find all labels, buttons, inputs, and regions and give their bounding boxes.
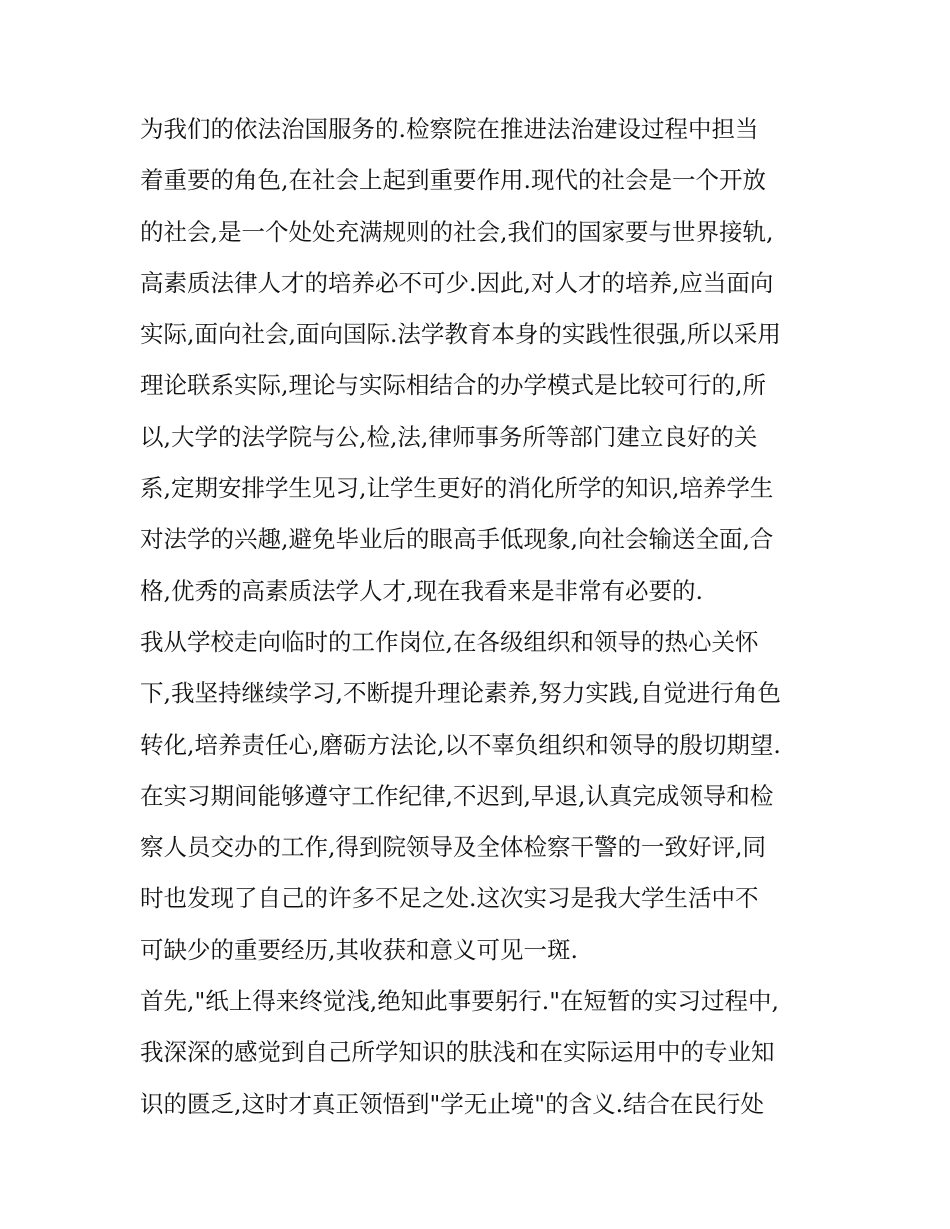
text-line: 理论联系实际,理论与实际相结合的办学模式是比较可行的,所 bbox=[140, 371, 766, 400]
text-line: 首先,"纸上得来终觉浅,绝知此事要躬行."在短暂的实习过程中, bbox=[140, 987, 779, 1016]
text-line: 时也发现了自己的许多不足之处.这次实习是我大学生活中不 bbox=[140, 884, 759, 913]
text-line: 高素质法律人才的培养必不可少.因此,对人才的培养,应当面向 bbox=[140, 268, 774, 297]
text-line: 的社会,是一个处处充满规则的社会,我们的国家要与世界接轨, bbox=[140, 217, 774, 246]
text-line: 系,定期安排学生见习,让学生更好的消化所学的知识,培养学生 bbox=[140, 474, 774, 503]
text-line: 下,我坚持继续学习,不断提升理论素养,努力实践,自觉进行角色 bbox=[140, 679, 781, 708]
text-line: 为我们的依法治国服务的.检察院在推进法治建设过程中担当 bbox=[140, 115, 759, 143]
text-line: 实际,面向社会,面向国际.法学教育本身的实践性很强,所以采用 bbox=[140, 320, 781, 349]
text-line: 可缺少的重要经历,其收获和意义可见一斑. bbox=[140, 935, 578, 964]
text-line: 以,大学的法学院与公,检,法,律师事务所等部门建立良好的关 bbox=[140, 422, 758, 451]
text-line: 我从学校走向临时的工作岗位,在各级组织和领导的热心关怀 bbox=[140, 627, 759, 656]
text-line: 我深深的感觉到自己所学知识的肤浅和在实际运用中的专业知 bbox=[140, 1038, 775, 1067]
body-text bbox=[140, 104, 830, 1130]
text-line: 在实习期间能够遵守工作纪律,不迟到,早退,认真完成领导和检 bbox=[140, 781, 774, 810]
text-line: 察人员交办的工作,得到院领导及全体检察干警的一致好评,同 bbox=[140, 833, 766, 862]
text-line: 对法学的兴趣,避免毕业后的眼高手低现象,向社会输送全面,合 bbox=[140, 525, 774, 554]
text-line: 着重要的角色,在社会上起到重要作用.现代的社会是一个开放 bbox=[140, 166, 766, 195]
text-line: 识的匮乏,这时才真正领悟到"学无止境"的含义.结合在民行处 bbox=[140, 1089, 765, 1118]
text-line: 格,优秀的高素质法学人才,现在我看来是非常有必要的. bbox=[140, 576, 703, 605]
text-line: 转化,培养责任心,磨砺方法论,以不辜负组织和领导的殷切期望. bbox=[140, 730, 781, 759]
